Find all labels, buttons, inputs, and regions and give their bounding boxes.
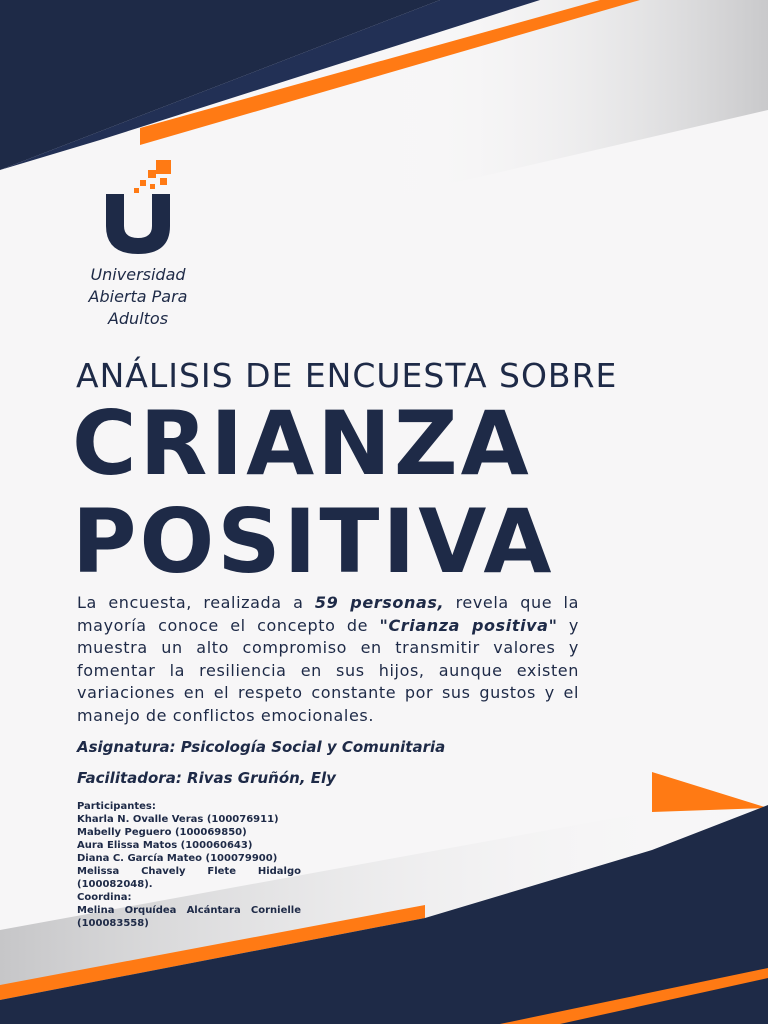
subject-line: Asignatura: Psicología Social y Comunitaria — [77, 738, 446, 756]
summary-highlight-concept: "Crianza positiva" — [379, 615, 558, 635]
document-title-line-2: POSITIVA — [72, 490, 555, 593]
coordinator-heading: Coordina: — [77, 892, 132, 903]
facilitator-line: Facilitadora: Rivas Gruñón, Ely — [77, 769, 336, 787]
summary-text-3: y muestra un alto compromiso en transmitir valores y fomentar la resiliencia en sus hijos, aunque existen variaciones en el respeto constante por sus gustos y el manejo de conflictos emocionales. — [77, 615, 580, 725]
institution-line-1: Universidad — [90, 265, 186, 284]
institution-line-2: Abierta Para — [88, 287, 188, 306]
summary-paragraph — [77, 592, 579, 727]
participant-item: Melissa Chavely Flete Hidalgo (100082048). — [77, 866, 301, 890]
summary-text-1: La encuesta, realizada a — [77, 593, 315, 612]
document-subtitle: ANÁLISIS DE ENCUESTA SOBRE — [76, 356, 618, 395]
institution-line-3: Adultos — [107, 309, 169, 328]
summary-highlight-count: 59 personas, — [314, 593, 445, 612]
coordinator-name: Melina Orquídea Alcántara Cornielle (100083558) — [77, 905, 301, 929]
participants-heading: Participantes: — [77, 801, 156, 812]
participant-item: Mabelly Peguero (100069850) — [77, 827, 247, 838]
participants-block — [77, 800, 301, 930]
summary-text-2: revela que la mayoría conoce el concepto de — [77, 593, 579, 635]
participant-item: Diana C. García Mateo (100079900) — [77, 853, 278, 864]
participant-item: Aura Elissa Matos (100060643) — [77, 840, 253, 851]
document-title-line-1: CRIANZA — [72, 392, 532, 495]
participant-item: Kharla N. Ovalle Veras (100076911) — [77, 814, 279, 825]
university-u-logo-icon — [100, 156, 180, 256]
institution-name — [70, 264, 206, 330]
